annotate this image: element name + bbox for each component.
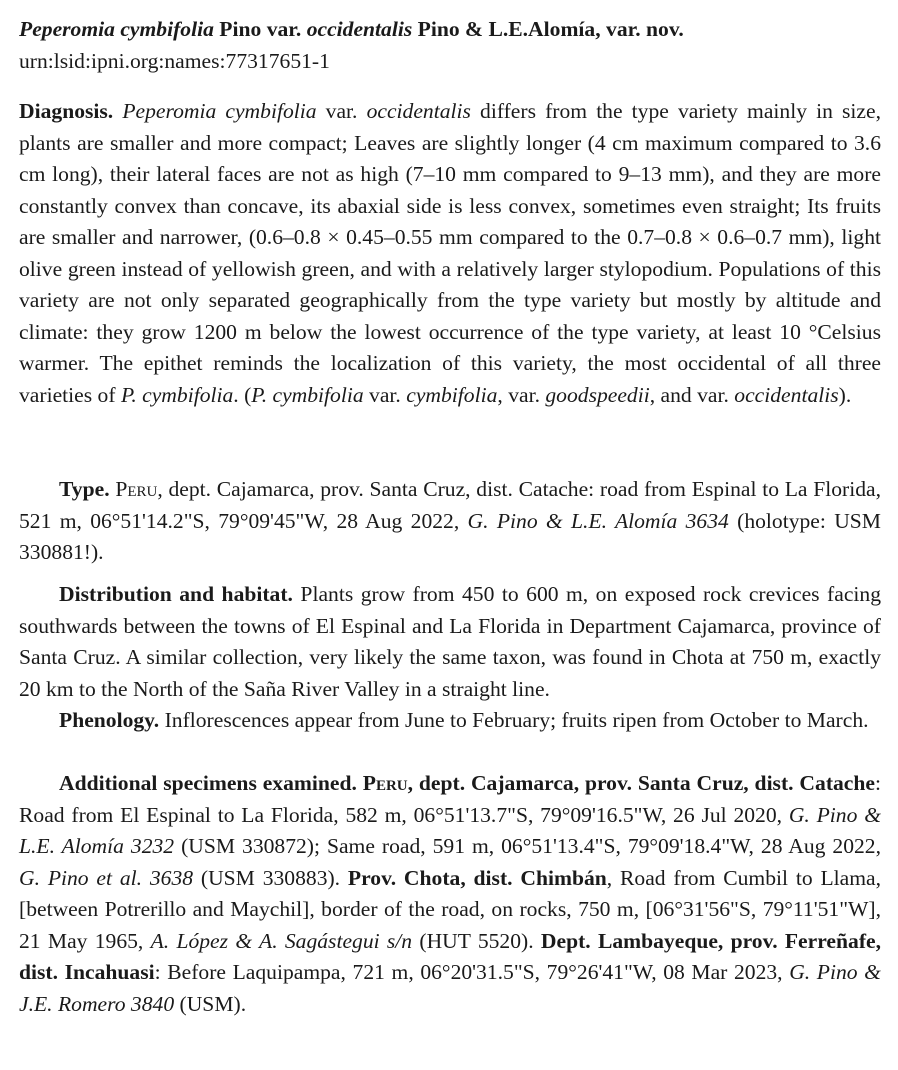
specimens-locality: , dept. Cajamarca, prov. Santa Cruz, dist. Catache [407, 771, 875, 795]
taxon-author-2: Pino & L.E.Alomía, var. nov. [412, 17, 684, 41]
diagnosis-italic: cymbifolia [406, 382, 498, 407]
specimens-text: (USM). [174, 991, 247, 1016]
phenology-text: Inflorescences appear from June to February; fruits ripen from October to March. [159, 708, 869, 732]
diagnosis-italic: P. cymbifolia [251, 382, 364, 407]
diagnosis-text: ). [838, 382, 852, 407]
diagnosis-text: var. [316, 99, 367, 123]
type-text: (holotype: USM 330881!). [19, 508, 881, 564]
distribution-text: Plants grow from 450 to 600 m, on exposed rock crevices facing southwards between the towns of El Espinal and La Florida in Department Cajamarca, province of Santa Cruz. A similar collection, very likely the same taxon, was found in Chota at 750 m, exactly 20 km to the North of the Saña River Valley in a straight line. [19, 582, 881, 701]
diagnosis-text [113, 99, 122, 123]
specimens-collector: G. Pino & J.E. Romero 3840 [19, 960, 881, 1016]
specimens-text: : Road from El Espinal to La Florida, 582 m, 06°51'13.7"S, 79°09'16.5"W, 26 Jul 2020, [19, 771, 881, 827]
specimens-paragraph [19, 768, 881, 1020]
taxon-author-1: Pino var. [213, 17, 307, 41]
type-text: , dept. Cajamarca, prov. Santa Cruz, dist. Catache: road from Espinal to La Florida, 521 m, 06°51'14.2"S, 79°09'45"W, 28 Aug 2022, [19, 477, 881, 533]
specimens-text: (USM 330883). [193, 865, 348, 890]
type-heading: Type. [59, 477, 110, 501]
specimens-text: : Before Laquipampa, 721 m, 06°20'31.5"S, 79°26'41"W, 08 Mar 2023, [154, 960, 790, 984]
type-country: Peru [115, 477, 158, 501]
type-collector: G. Pino & L.E. Alomía 3634 [467, 508, 729, 533]
diagnosis-italic: Peperomia cymbifolia [122, 99, 317, 123]
specimens-locality: Dept. Lambayeque, prov. Ferreñafe, dist. Incahuasi [19, 928, 881, 984]
specimens-collector: G. Pino et al. 3638 [19, 865, 194, 890]
specimens-locality: Prov. Chota, dist. Chimbán [347, 865, 607, 890]
specimens-text: (HUT 5520). [412, 928, 541, 953]
diagnosis-paragraph [19, 96, 881, 411]
taxon-header [19, 14, 881, 77]
diagnosis-text: . ( [233, 382, 252, 407]
diagnosis-text: var. [363, 382, 407, 407]
distribution-paragraph [19, 579, 881, 705]
specimens-country: Peru [362, 771, 408, 795]
specimens-collector: A. López & A. Sagástegui s/n [150, 928, 413, 953]
diagnosis-text: , var. [497, 382, 546, 407]
specimens-text: (USM 330872); Same road, 591 m, 06°51'13.4"S, 79°09'18.4"W, 28 Aug 2022, [174, 834, 882, 858]
taxon-name-line [19, 14, 881, 46]
phenology-paragraph [19, 705, 881, 737]
specimens-collector: G. Pino & L.E. Alomía 3232 [19, 802, 881, 858]
taxon-variety-name: occidentalis [306, 17, 413, 41]
diagnosis-text: differs from the type variety mainly in size, plants are smaller and more compact; Leaves are slightly longer (4 cm maximum compared to 3.6 cm long), their lateral faces are not as high (7–10 mm compared to 9–13 mm), and they are more constantly convex than concave, its abaxial side is less convex, sometimes even straight; Its fruits are smaller and narrower, (0.6–0.8 × 0.45–0.55 mm compared to the 0.7–0.8 × 0.6–0.7 mm), light olive green instead of yellowish green, and with a relatively larger stylopodium. Populations of this variety are not only separated geographically from the type variety but mostly by altitude and climate: they grow 1200 m below the lowest occurrence of the type variety, at least 10 °Celsius warmer. The epithet reminds the localization of this variety, the most occidental of all three varieties of [19, 99, 882, 407]
phenology-heading: Phenology. [59, 708, 160, 732]
diagnosis-italic: occidentalis [734, 382, 839, 407]
diagnosis-heading: Diagnosis. [19, 99, 114, 123]
diagnosis-italic: P. cymbifolia [120, 382, 234, 407]
distribution-heading: Distribution and habitat. [59, 582, 293, 606]
specimens-text: , Road from Cumbil to Llama, [between Potrerillo and Maychil], border of the road, on rocks, 750 m, [06°31'56"S, 79°11'51"W], 21 May 1965, [19, 865, 882, 953]
diagnosis-italic: goodspeedii [545, 382, 650, 407]
diagnosis-italic: occidentalis [366, 99, 471, 123]
taxon-lsid: urn:lsid:ipni.org:names:77317651-1 [19, 48, 330, 73]
taxon-species-name: Peperomia cymbifolia [19, 17, 214, 41]
type-paragraph [19, 474, 881, 569]
specimens-heading: Additional specimens examined. [59, 771, 363, 795]
diagnosis-text: , and var. [649, 382, 735, 407]
